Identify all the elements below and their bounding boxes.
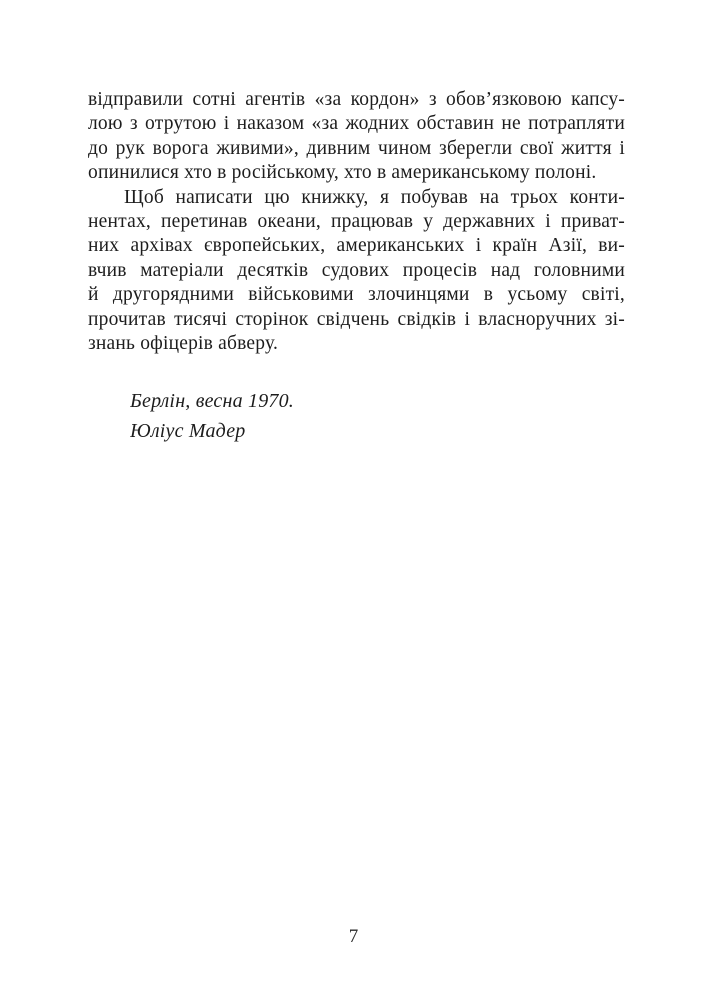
text-line: й другорядними військовими злочинцями в усьому світі,	[88, 284, 625, 306]
text-line: опинилися хто в російському, хто в американському полоні.	[88, 162, 597, 184]
page-number: 7	[348, 926, 359, 947]
signature-place-date: Берлін, весна 1970.	[130, 390, 295, 413]
body-text	[88, 88, 625, 446]
paragraph	[88, 186, 625, 357]
text-line: прочитав тисячі сторінок свідчень свідків і власноручних зі-	[88, 308, 625, 330]
signature-block	[130, 386, 625, 446]
text-line: Щоб написати цю книжку, я побував на трьох конти-	[124, 186, 625, 208]
text-line: нентах, перетинав океани, працював у державних і приват-	[88, 211, 625, 233]
paragraph	[88, 88, 625, 186]
text-line: лою з отрутою і наказом «за жодних обставин не потрапляти	[88, 113, 625, 135]
text-line: них архівах європейських, американських і країн Азії, ви-	[88, 235, 625, 257]
text-line: відправили сотні агентів «за кордон» з обов’язковою капсу-	[88, 89, 625, 110]
signature-author: Юліус Мадер	[130, 420, 246, 443]
text-line: вчив матеріали десятків судових процесів над головними	[88, 259, 625, 281]
text-line: знань офіцерів абверу.	[88, 333, 279, 355]
text-line: до рук ворога живими», дивним чином зберегли свої життя і	[88, 137, 625, 159]
